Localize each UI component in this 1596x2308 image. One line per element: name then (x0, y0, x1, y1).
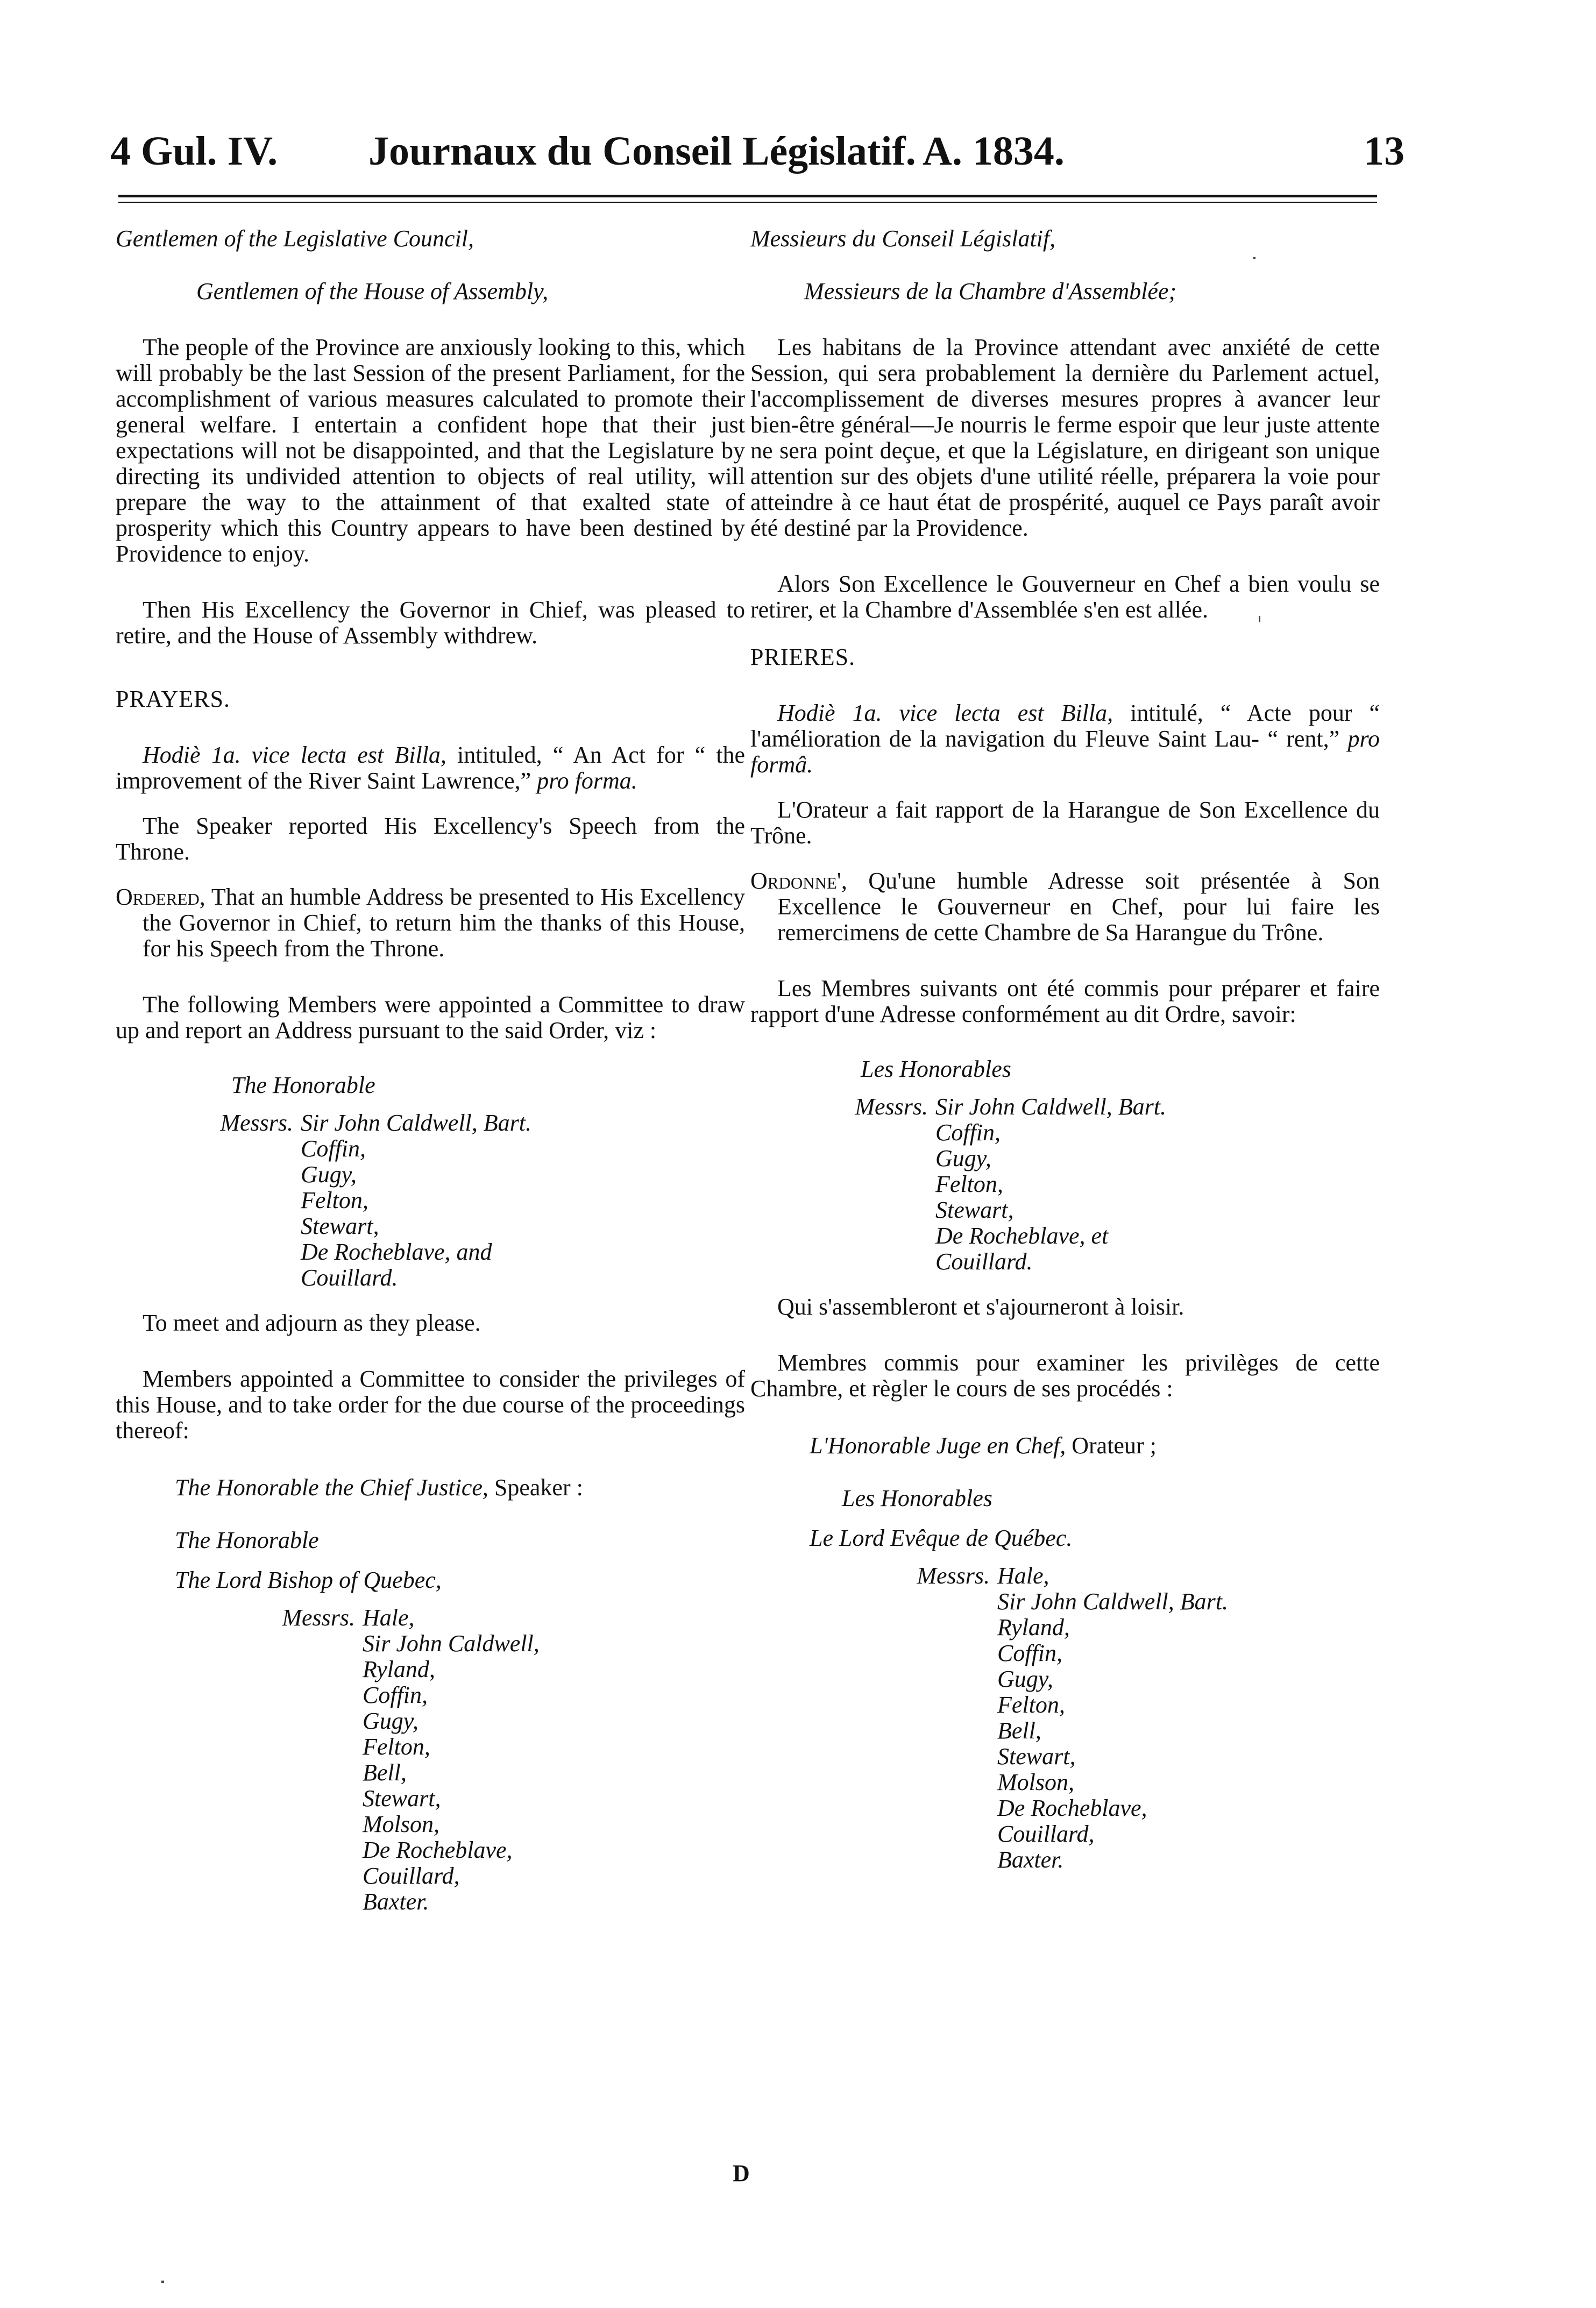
ordered-text: That an humble Address be presented to His Excellency the Governor in Chief, to return him the thanks of this House, for his Speech from the Throne. (143, 884, 745, 962)
member: Bell, (363, 1759, 407, 1786)
member: Stewart, (363, 1785, 441, 1812)
member: Couillard. (301, 1265, 398, 1291)
chief-justice-line-fr: L'Honorable Juge en Chef, Orateur ; (810, 1432, 1157, 1459)
header-rule-thin (118, 202, 1377, 203)
member: Coffin, (363, 1682, 428, 1708)
member-list-fr (935, 1094, 1166, 1275)
bill-text: intituled, “ An Act for “ the improvement of the River Saint Lawrence,” (116, 742, 745, 794)
member: Gugy, (363, 1708, 418, 1734)
member: Sir John Caldwell, Bart. (935, 1093, 1166, 1120)
member: Molson, (363, 1811, 439, 1837)
member: Bell, (997, 1717, 1041, 1744)
member: Stewart, (301, 1213, 379, 1239)
messrs-label-2-fr: Messrs. (917, 1563, 990, 1589)
year: A. 1834. (923, 129, 1065, 174)
committee-list-2 (116, 1475, 745, 1915)
ordered-word: Ordered, (116, 884, 205, 910)
member: Sir John Caldwell, Bart. (997, 1588, 1228, 1615)
committee-list-2-fr (750, 1433, 1380, 1873)
retire-paragraph-fr: Alors Son Excellence le Gouverneur en Chef a bien voulu se retirer, et la Chambre d'Assemblée s'en est allée. (750, 571, 1380, 623)
signature-mark: D (733, 2160, 750, 2186)
honorable-label-fr: Les Honorables (861, 1056, 1011, 1082)
retire-paragraph: Then His Excellency the Governor in Chief, was pleased to retire, and the House of Assembly withdrew. (116, 596, 745, 649)
meet-paragraph: To meet and adjourn as they please. (143, 1310, 481, 1336)
bill-paragraph-fr: Hodiè 1a. vice lecta est Billa, intitulé, “ Acte pour “ l'amélioration de la navigation du Fleuve Saint Lau- “ rent,” pro formâ. (750, 700, 1380, 778)
member: Sir John Caldwell, (363, 1630, 540, 1657)
bill-paragraph (116, 742, 745, 794)
member: Stewart, (997, 1743, 1076, 1770)
speaker-report-paragraph-fr: L'Orateur a fait rapport de la Harangue de Son Excellence du Trône. (750, 797, 1380, 849)
chief-justice-line: The Honorable the Chief Justice, Speaker : (175, 1474, 583, 1501)
member: De Rocheblave, (363, 1837, 513, 1863)
member: Coffin, (301, 1135, 366, 1162)
scan-speck (1253, 257, 1255, 259)
meet-paragraph-fr: Qui s'assembleront et s'ajourneront à loisir. (777, 1294, 1184, 1320)
prayers-heading-fr: PRIERES. (750, 644, 856, 670)
bishop-line-fr: Le Lord Evêque de Québec. (810, 1525, 1073, 1551)
member: Hale, (363, 1604, 415, 1631)
speech-paragraph: The people of the Province are anxiously looking to this, which will probably be the last Session of the present Parliament, for the accomplishment of various measures calculated to promote their general welfare. I entertain a confident hope that their just expectations will not be disappointed, and that the Legislature by directing its undivided attention to objects of real utility, will prepare the way to the attainment of that exalted state of prosperity which this Country appears to have been destined by Providence to enjoy. (116, 334, 745, 567)
member: Felton, (363, 1734, 430, 1760)
member: Coffin, (935, 1119, 1001, 1146)
bill-pro-forma: pro forma. (537, 768, 637, 794)
ordered-paragraph-fr: Ordonne', Qu'une humble Adresse soit présentée à Son Excellence le Gouverneur en Chef, pour lui faire les remercimens de cette Chambre de Sa Harangue du Trône. (750, 868, 1380, 946)
member-list-2-fr (997, 1563, 1228, 1873)
messrs-label: Messrs. (220, 1110, 293, 1136)
member: Ryland, (363, 1656, 435, 1682)
regnal-year: 4 Gul. IV. (110, 129, 278, 174)
page-header (110, 128, 1405, 176)
member: Sir John Caldwell, Bart. (301, 1110, 531, 1136)
bill-latin: Hodiè 1a. vice lecta est Billa, (143, 742, 446, 768)
member: Gugy, (935, 1145, 991, 1171)
member: Felton, (935, 1171, 1003, 1197)
messrs-label-2: Messrs. (282, 1604, 355, 1631)
messrs-label-fr: Messrs. (855, 1093, 928, 1120)
member: Stewart, (935, 1197, 1014, 1223)
honorable-label-2: The Honorable (175, 1527, 319, 1553)
salutation-assembly: Gentlemen of the House of Assembly, (196, 278, 549, 304)
member: Baxter. (997, 1847, 1064, 1873)
committee-intro-fr: Les Membres suivants ont été commis pour préparer et faire rapport d'une Adresse conformément au dit Ordre, savoir: (750, 975, 1380, 1027)
member: Baxter. (363, 1888, 429, 1915)
scan-speck (1259, 616, 1260, 622)
salutation-council: Gentlemen of the Legislative Council, (116, 225, 474, 252)
member: Hale, (997, 1563, 1049, 1589)
member: Gugy, (997, 1666, 1053, 1692)
ordered-paragraph (116, 884, 745, 962)
member: Couillard. (935, 1248, 1033, 1275)
committee-list-1 (116, 1073, 745, 1291)
privileges-paragraph-fr: Membres commis pour examiner les privilèges de cette Chambre, et règler le cours de ses procédés : (750, 1350, 1380, 1402)
member: Gugy, (301, 1161, 357, 1188)
member: De Rocheblave, and (301, 1239, 492, 1265)
member: Felton, (301, 1187, 368, 1213)
member-list-2 (363, 1605, 540, 1915)
speech-paragraph-fr: Les habitans de la Province attendant avec anxiété de cette Session, qui sera probablement la dernière du Parlement actuel, l'accomplissement de diverses mesures propres à avancer leur bien-être général—Je nourris le ferme espoir que leur juste attente ne sera point deçue, et que la Législature, en dirigeant son unique attention sur des objets d'une utilité réelle, préparera la voie pour atteindre à ce haut état de prospérité, auquel ce Pays paraît avoir été destiné par la Providence. (750, 334, 1380, 541)
salutation-council-fr: Messieurs du Conseil Législatif, (750, 225, 1056, 252)
member: De Rocheblave, (997, 1795, 1147, 1821)
ordered-word-fr: Ordonne', (750, 868, 847, 894)
honorable-label: The Honorable (231, 1072, 375, 1098)
speaker-report-paragraph: The Speaker reported His Excellency's Speech from the Throne. (116, 813, 745, 865)
member: Couillard, (363, 1863, 460, 1889)
privileges-paragraph: Members appointed a Committee to consider the privileges of this House, and to take order for the due course of the proceedings thereof: (116, 1366, 745, 1444)
prayers-heading: PRAYERS. (116, 686, 231, 712)
journal-title: Journaux du Conseil Législatif. (368, 129, 916, 174)
member: Molson, (997, 1769, 1074, 1795)
salutation-assembly-fr: Messieurs de la Chambre d'Assemblée; (804, 278, 1177, 304)
member: Couillard, (997, 1821, 1095, 1847)
committee-intro: The following Members were appointed a Committee to draw up and report an Address pursuant to the said Order, viz : (116, 991, 745, 1043)
honorable-label-2-fr: Les Honorables (842, 1485, 992, 1511)
member: De Rocheblave, et (935, 1223, 1109, 1249)
scan-speck (161, 2281, 164, 2283)
member: Coffin, (997, 1640, 1063, 1666)
member-list (301, 1110, 531, 1291)
english-column (116, 226, 745, 1915)
bishop-line: The Lord Bishop of Quebec, (175, 1567, 442, 1593)
member: Felton, (997, 1692, 1065, 1718)
french-column (750, 226, 1380, 1873)
page-number: 13 (1364, 129, 1405, 174)
header-rule (118, 195, 1377, 197)
committee-list-1-fr (750, 1056, 1380, 1275)
member: Ryland, (997, 1614, 1070, 1641)
